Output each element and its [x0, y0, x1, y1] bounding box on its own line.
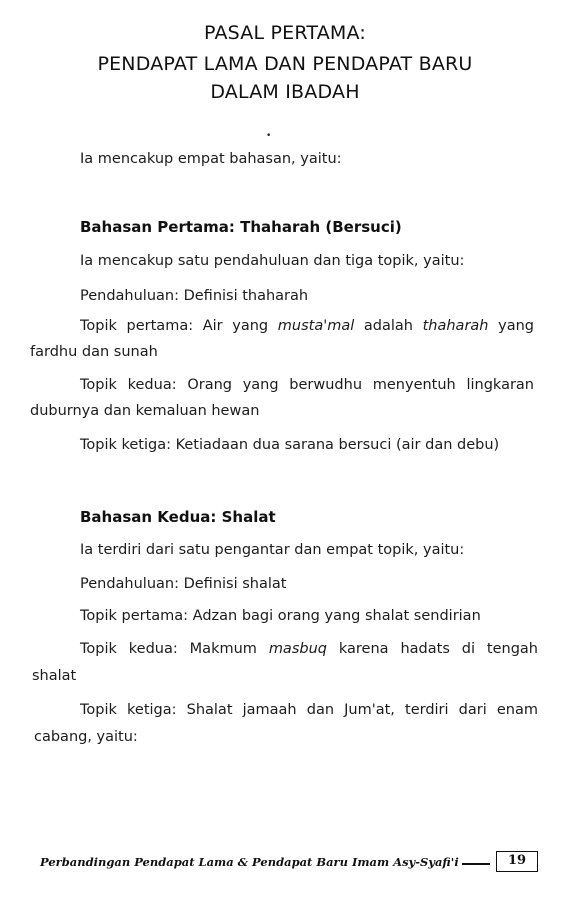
- s2-topik-2-text-a: Topik kedua: Makmum: [80, 641, 269, 657]
- intro-text: Ia mencakup empat bahasan, yaitu:: [80, 151, 342, 167]
- topik-1-term-thaharah: thaharah: [422, 318, 489, 334]
- chapter-title-line-3: DALAM IBADAH: [210, 81, 360, 103]
- section-2-topik-3: Topik ketiga: Shalat jamaah dan Jum'at, terdiri dari enam: [80, 702, 538, 718]
- page-number: 19: [496, 851, 538, 872]
- section-2-topik-1: Topik pertama: Adzan bagi orang yang shalat sendirian: [80, 608, 481, 624]
- section-1-lead: Ia mencakup satu pendahuluan dan tiga topik, yaitu:: [80, 253, 465, 269]
- section-2-heading: Bahasan Kedua: Shalat: [80, 508, 276, 526]
- topik-1-text-a: Topik pertama: Air yang: [80, 318, 278, 334]
- section-1-topik-1: [80, 318, 534, 334]
- section-1-topik-2-cont: duburnya dan kemaluan hewan: [30, 403, 260, 419]
- section-2-topik-2: [80, 641, 538, 657]
- footer-dash: [462, 863, 490, 865]
- section-2-topik-2-cont: shalat: [32, 668, 77, 684]
- section-2-topik-3-cont: cabang, yaitu:: [34, 729, 138, 745]
- chapter-title-line-1: PASAL PERTAMA:: [204, 22, 366, 44]
- s2-topik-2-text-c: karena hadats di tengah: [326, 641, 538, 657]
- section-1-topik-2: Topik kedua: Orang yang berwudhu menyentuh lingkaran: [80, 377, 534, 393]
- topik-1-term-mustamal: musta'mal: [277, 318, 355, 334]
- s2-topik-2-term-masbuq: masbuq: [268, 641, 327, 657]
- section-2-pendahuluan: Pendahuluan: Definisi shalat: [80, 576, 287, 592]
- section-2-lead: Ia terdiri dari satu pengantar dan empat topik, yaitu:: [80, 542, 465, 558]
- chapter-title-line-2: PENDAPAT LAMA DAN PENDAPAT BARU: [97, 53, 473, 75]
- section-1-pendahuluan: Pendahuluan: Definisi thaharah: [80, 288, 309, 304]
- section-1-heading: Bahasan Pertama: Thaharah (Bersuci): [80, 218, 402, 236]
- topik-1-text-c: adalah: [354, 318, 423, 334]
- ornament-mark: •: [266, 131, 272, 141]
- section-1-topik-3: Topik ketiga: Ketiadaan dua sarana bersuci (air dan debu): [80, 437, 500, 453]
- running-footer: Perbandingan Pendapat Lama & Pendapat Baru Imam Asy-Syafi'i: [40, 855, 459, 869]
- section-1-topik-1-cont: fardhu dan sunah: [30, 344, 158, 360]
- topik-1-text-e: yang: [488, 318, 534, 334]
